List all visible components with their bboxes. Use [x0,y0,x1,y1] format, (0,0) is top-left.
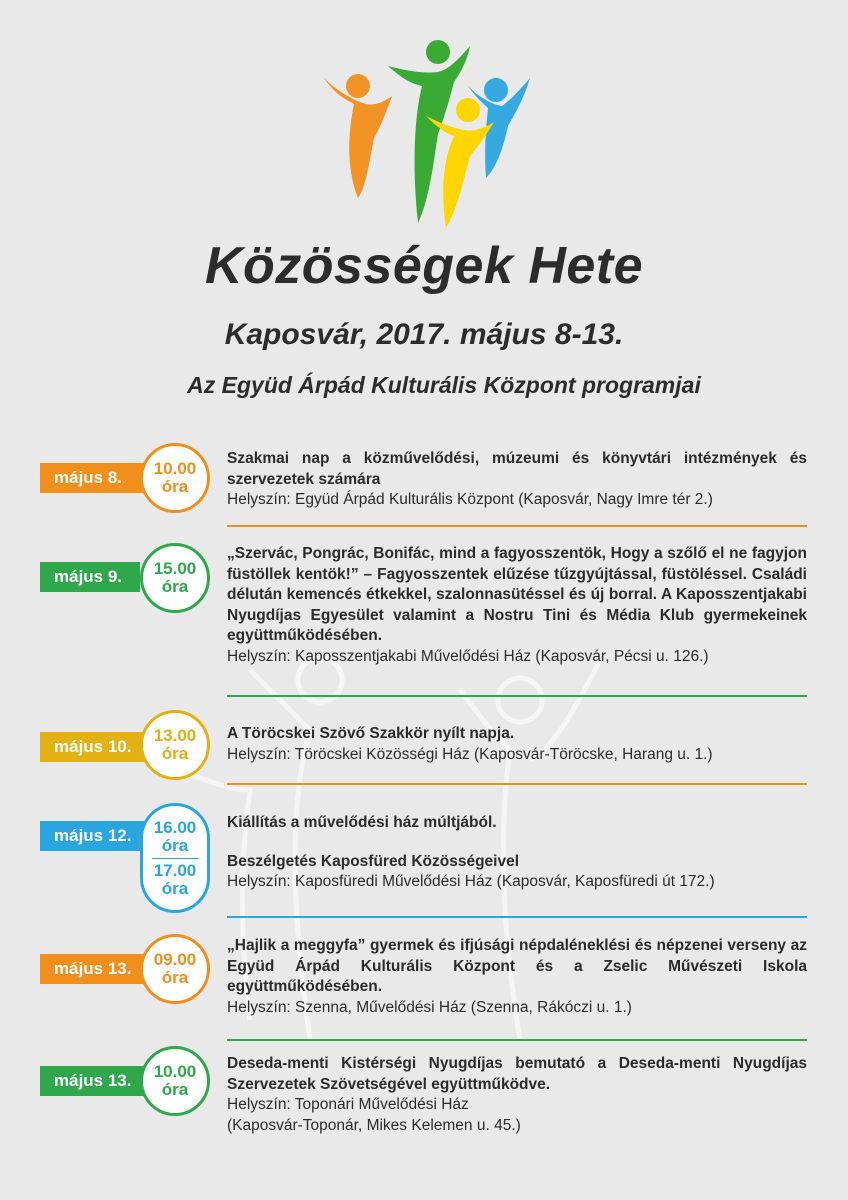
time-divider [152,858,198,859]
blue-figure-icon [468,78,530,178]
event-subtitle: Kaposvár, 2017. május 8-13. [224,318,624,351]
date-tag: május 13. [40,1066,148,1096]
time-unit: óra [161,1080,189,1099]
time-badge [140,443,210,513]
date-tag: május 13. [40,954,152,984]
time-unit: óra [161,835,189,855]
divider [227,916,807,918]
event-location-2: (Kaposvár-Toponár, Mikes Kelemen u. 45.) [227,1116,521,1134]
event-location: Helyszín: Szenna, Művelődési Ház (Szenna, Rákóczi u. 1.) [227,998,632,1016]
event-title: „Szervác, Pongrác, Bonifác, mind a fagyosszentök, Hogy a szőlő el ne fagyjon füstöllek kentök!” – Fagyosszentek elűzése tűzgyújtással, füstöléssel. Családi délután kemencés étkekkel, szalonnasütéssel és új borral. A Kaposszentjakabi Nyugdíjas Egyesület valamint a Nostru Tini és Média Klub gyermekeinek együttműködésében. [227,545,807,644]
time-value: 10.00 [153,459,197,478]
event-title: Kiállítás a művelődési ház múltjából. [227,814,497,831]
time-badge [140,934,210,1004]
event-location: Helyszín: Toponári Művelődési Ház [227,1096,469,1113]
event-location: Helyszín: Kaposfüredi Művelődési Ház (Kaposvár, Kaposfüredi út 172.) [227,873,715,890]
divider [227,1039,807,1041]
event-description [227,1054,807,1136]
time-unit: óra [161,577,189,596]
event-title-2: Beszélgetés Kaposfüred Közösségeivel [227,852,520,870]
orange-figure-icon [324,74,392,198]
divider [227,695,807,697]
time-unit: óra [161,968,189,987]
date-tag: május 10. [40,732,148,762]
event-description [227,813,807,893]
event-description [227,724,807,765]
date-tag: május 8. [40,463,155,493]
time-value: 16.00 [153,817,197,837]
event-description [227,544,807,667]
time-value: 13.00 [153,726,197,745]
event-description [227,449,807,511]
event-title: A Töröcskei Szövő Szakkör nyílt napja. [227,725,515,742]
event-title: Deseda-menti Kistérségi Nyugdíjas bemutató a Deseda-menti Nyugdíjas Szervezetek Szövetségével együttműködve. [227,1055,807,1093]
time-badge [140,1046,210,1116]
date-tag: május 9. [40,562,140,592]
time-value-2: 17.00 [153,860,197,880]
time-badge [140,710,210,780]
time-badge [140,803,210,913]
organizer-subtitle: Az Együd Árpád Kulturális Központ programjai [187,372,701,398]
time-unit: óra [161,744,189,763]
time-unit-2: óra [161,878,189,898]
time-unit: óra [161,477,189,496]
time-badge [140,543,210,613]
event-title: Szakmai nap a közművelődési, múzeumi és könyvtári intézmények és szervezetek számára [227,450,807,488]
event-description [227,936,807,1018]
event-location: Helyszín: Együd Árpád Kulturális Központ (Kaposvár, Nagy Imre tér 2.) [227,491,713,508]
time-value: 09.00 [153,950,197,969]
event-location: Helyszín: Kaposszentjakabi Művelődési Ház (Kaposvár, Pécsi u. 126.) [227,647,709,665]
divider [227,783,807,785]
divider [227,525,807,527]
event-title: „Hajlik a meggyfa” gyermek és ifjúsági népdaléneklési és népzenei verseny az Együd Árpád Kulturális Központ és a Zselic Művészeti Iskola együttműködésében. [227,937,807,995]
time-value: 10.00 [153,1062,197,1081]
community-logo [318,38,538,238]
date-tag: május 12. [40,821,152,851]
page-title: Közösségek Hete [204,237,644,295]
time-value: 15.00 [153,559,197,578]
event-location: Helyszín: Töröcskei Közösségi Ház (Kaposvár-Töröcske, Harang u. 1.) [227,745,713,763]
